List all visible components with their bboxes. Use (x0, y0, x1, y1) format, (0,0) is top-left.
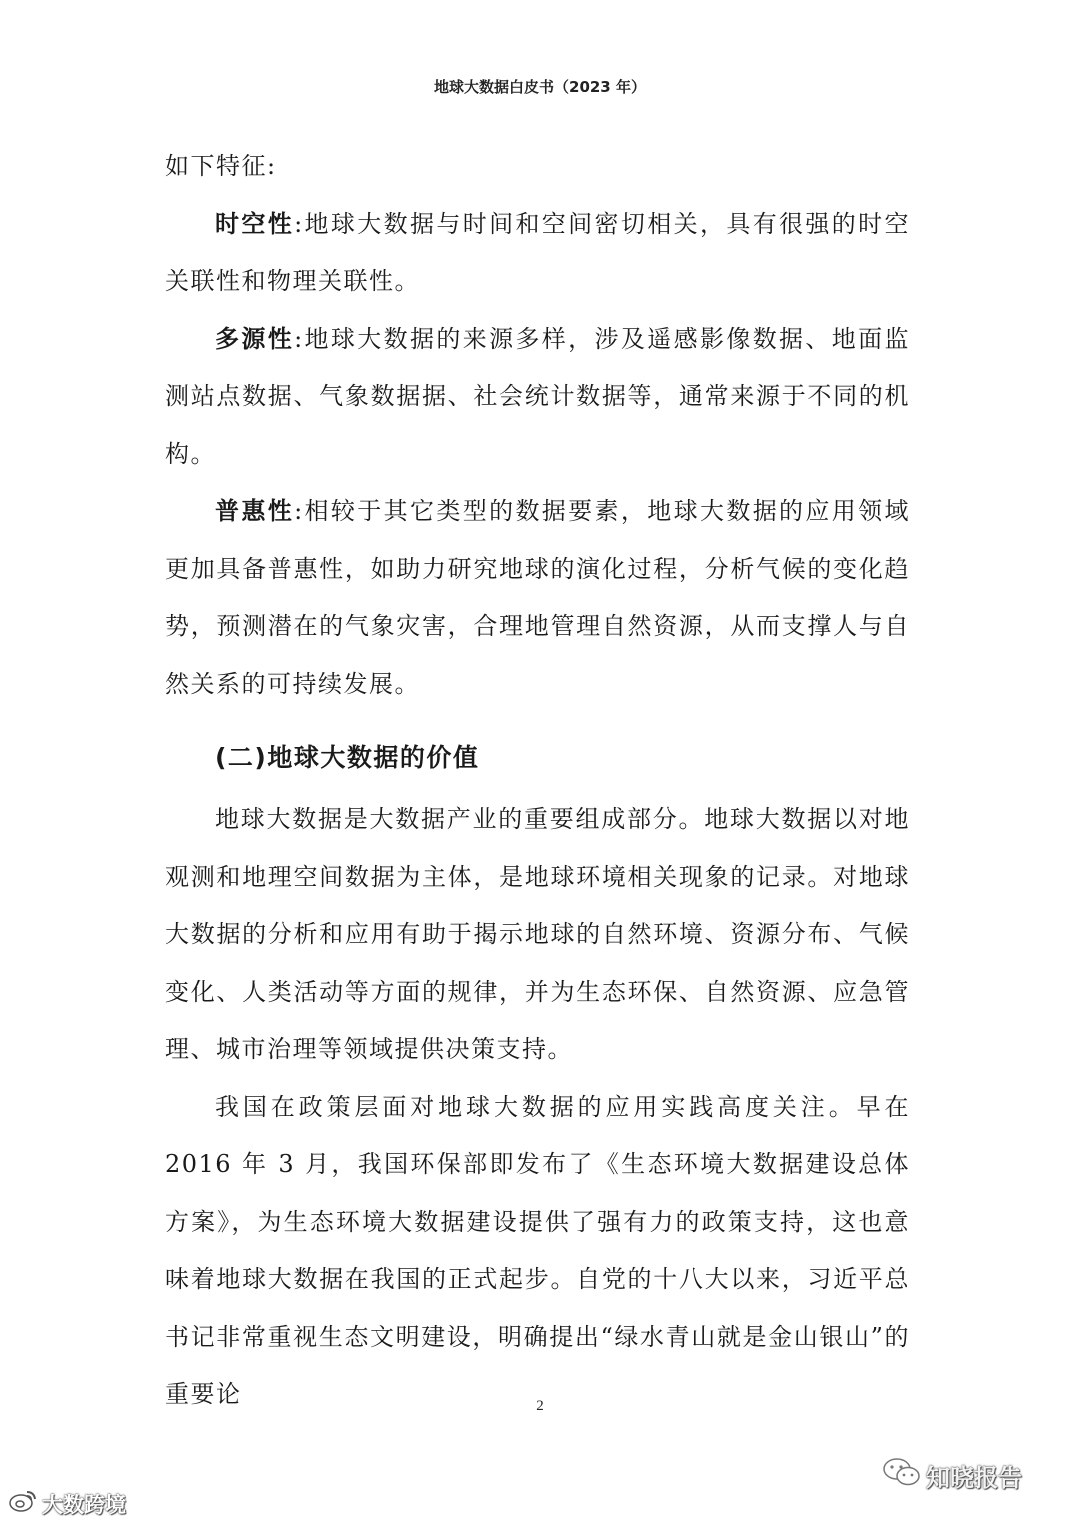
wechat-icon (882, 1457, 922, 1493)
weibo-icon (8, 1488, 38, 1519)
paragraph-text: 地球大数据的来源多样，涉及遥感影像数据、地面监测站点数据、气象数据据、社会统计数据等，通常来源于不同的机构。 (165, 324, 911, 468)
watermark-right-text: 知晓报告 (926, 1463, 1022, 1492)
section-heading: (二)地球大数据的价值 (215, 743, 480, 772)
paragraph-text: 相较于其它类型的数据要素，地球大数据的应用领域更加具备普惠性，如助力研究地球的演化过程，分析气候的变化趋势，预测潜在的气象灾害，合理地管理自然资源，从而支撑人与自然关系的可持续发展。 (165, 497, 911, 698)
running-header: 地球大数据白皮书（2023 年） (434, 78, 646, 96)
document-body (165, 138, 910, 1424)
paragraph-intro: 如下特征: (165, 152, 277, 180)
paragraph-multisource (165, 311, 910, 484)
watermark-left (8, 1488, 126, 1519)
watermark-right (882, 1457, 1022, 1493)
watermark-left-text: 大数跨境 (42, 1492, 126, 1517)
term-colon: : (294, 209, 304, 238)
paragraph-policy: 我国在政策层面对地球大数据的应用实践高度关注。早在 2016 年 3 月，我国环保部即发布了《生态环境大数据建设总体方案》，为生态环境大数据建设提供了强有力的政策支持，这也意味着地球大数据在我国的正式起步。自党的十八大以来，习近平总书记非常重视生态文明建设，明确提出“绿水青山就是金山银山”的重要论 (165, 1092, 910, 1408)
term-spatiotemporal: 时空性 (215, 209, 295, 238)
paragraph-spatiotemporal (165, 196, 910, 311)
paragraph-value-overview: 地球大数据是大数据产业的重要组成部分。地球大数据以对地观测和地理空间数据为主体，是地球环境相关现象的记录。对地球大数据的分析和应用有助于揭示地球的自然环境、资源分布、气候变化、人类活动等方面的规律，并为生态环保、自然资源、应急管理、城市治理等领域提供决策支持。 (165, 805, 910, 1063)
term-inclusiveness: 普惠性 (215, 497, 295, 525)
paragraph-inclusiveness (165, 483, 910, 713)
paragraph-text: 地球大数据与时间和空间密切相关，具有很强的时空关联性和物理关联性。 (165, 209, 911, 295)
term-multisource: 多源性 (215, 324, 295, 353)
page-number: 2 (536, 1398, 544, 1414)
term-colon: : (294, 324, 304, 353)
term-colon: : (294, 497, 304, 525)
